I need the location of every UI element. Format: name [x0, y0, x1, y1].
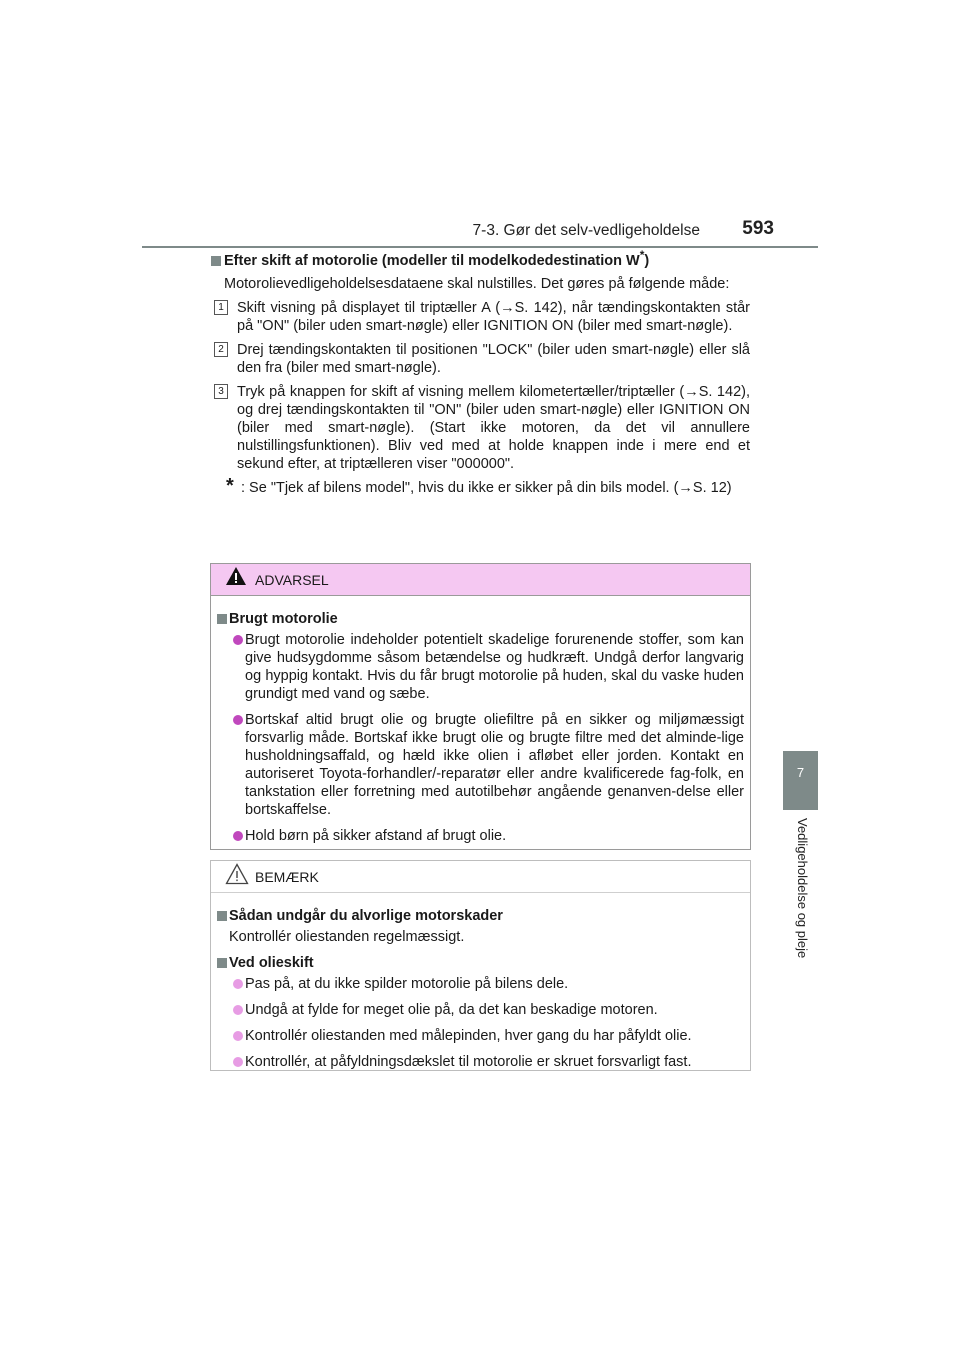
list-item: [217, 1001, 744, 1019]
heading-text: Efter skift af motorolie (modeller til modelkodedestination W: [224, 253, 640, 269]
square-bullet-icon: [211, 256, 221, 266]
step-item: [210, 341, 750, 377]
bullet-text: Kontrollér, at påfyldningsdækslet til motorolie er skruet forsvarligt fast.: [245, 1054, 692, 1070]
warning-box: [210, 563, 751, 850]
heading-end: ): [644, 253, 650, 269]
step-text: Skift visning på displayet til triptæller A (→S. 142), når tændingskontakten står på "ON" (biler uden smart-nøgle) eller IGNITION ON (biler med smart-nøgle).: [237, 300, 750, 334]
list-item: [217, 1053, 744, 1071]
page-header: [142, 216, 818, 248]
bullet-dot-icon: [233, 979, 243, 989]
note-heading-text: Ved olieskift: [229, 955, 314, 971]
section-heading: [210, 248, 750, 270]
step-text: Drej tændingskontakten til positionen "LOCK" (biler uden smart-nøgle) eller slå den fra (biler med smart-nøgle).: [237, 342, 750, 376]
caution-triangle-icon: [225, 863, 249, 890]
note-heading-2: [217, 954, 744, 972]
page-number: 593: [742, 218, 774, 239]
warning-triangle-icon: [225, 566, 247, 591]
step-item: [210, 299, 750, 335]
warning-heading-text: Brugt motorolie: [229, 611, 338, 627]
section-title: 7-3. Gør det selv-vedligeholdelse: [472, 222, 700, 239]
square-bullet-icon: [217, 911, 227, 921]
step-item: [210, 383, 750, 473]
bullet-text: Brugt motorolie indeholder potentielt skadelige forurenende stoffer, som kan give hudsygdomme såsom betændelse og hudkræft. Undgå derfor langvarig og hyppig kontakt. Hvis du får brugt motorolie på huden, skal du vaske huden grundigt med vand og sæbe.: [245, 632, 744, 702]
step-number: 3: [214, 384, 228, 399]
bullet-dot-icon: [233, 715, 243, 725]
footnote-text: : Se "Tjek af bilens model", hvis du ikke er sikker på din bils model. (→S. 12): [241, 480, 732, 496]
chapter-tab: [783, 751, 818, 810]
bullet-dot-icon: [233, 831, 243, 841]
bullet-text: Undgå at fylde for meget olie på, da det kan beskadige motoren.: [245, 1002, 658, 1018]
list-item: [217, 1027, 744, 1045]
step-number: 1: [214, 300, 228, 315]
note-heading-text: Sådan undgår du alvorlige motorskader: [229, 908, 503, 924]
warning-heading: [217, 610, 744, 628]
list-item: [217, 975, 744, 993]
square-bullet-icon: [217, 958, 227, 968]
bullet-text: Pas på, at du ikke spilder motorolie på bilens dele.: [245, 976, 569, 992]
footnote: [210, 475, 750, 497]
warning-title: ADVARSEL: [255, 572, 329, 588]
list-item: [217, 827, 744, 845]
bullet-dot-icon: [233, 1057, 243, 1067]
note-text: Kontrollér oliestanden regelmæssigt.: [229, 929, 465, 945]
chapter-number: 7: [796, 765, 805, 780]
note-title: BEMÆRK: [255, 869, 319, 885]
intro-text: Motorolievedligeholdelsesdataene skal nulstilles. Det gøres på følgende måde:: [224, 276, 730, 292]
list-item: [217, 631, 744, 703]
note-box: [210, 860, 751, 1071]
footnote-star: *: [226, 475, 234, 497]
step-number: 2: [214, 342, 228, 357]
bullet-text: Kontrollér oliestanden med målepinden, hver gang du har påfyldt olie.: [245, 1028, 692, 1044]
note-heading-1: [217, 907, 744, 925]
warning-header: [211, 564, 750, 596]
note-header: [211, 861, 750, 893]
list-item: [217, 711, 744, 819]
bullet-text: Hold børn på sikker afstand af brugt olie.: [245, 828, 507, 844]
main-content: [210, 248, 750, 497]
bullet-dot-icon: [233, 635, 243, 645]
chapter-label: Vedligeholdelse og pleje: [795, 818, 810, 959]
square-bullet-icon: [217, 614, 227, 624]
bullet-text: Bortskaf altid brugt olie og brugte oliefiltre på en sikker og miljømæssigt forsvarlig måde. Bortskaf ikke brugt olie og brugte filtre med det alminde-lige husholdningsaffald, og hæld ikke olien i afløbet eller jorden. Kontakt en autoriseret Toyota-forhandler/-reparatør eller andre kvalificerede fag-folk, en tankstation eller forretning med autotilbehør angående genanven-delse eller bortskaffelse.: [245, 712, 744, 818]
heading-star: *: [639, 248, 645, 263]
bullet-dot-icon: [233, 1005, 243, 1015]
bullet-dot-icon: [233, 1031, 243, 1041]
step-text: Tryk på knappen for skift af visning mellem kilometertæller/triptæller (→S. 142), og drej tændingskontakten til "ON" (biler uden smart-nøgle) eller IGNITION ON (biler med smart-nøgle). (Start ikke motoren, da det vil annullere nulstillingsfunktionen). Bliv ved med at holde knappen inde i mere end et sekund efter, at triptælleren viser "000000".: [237, 384, 750, 472]
